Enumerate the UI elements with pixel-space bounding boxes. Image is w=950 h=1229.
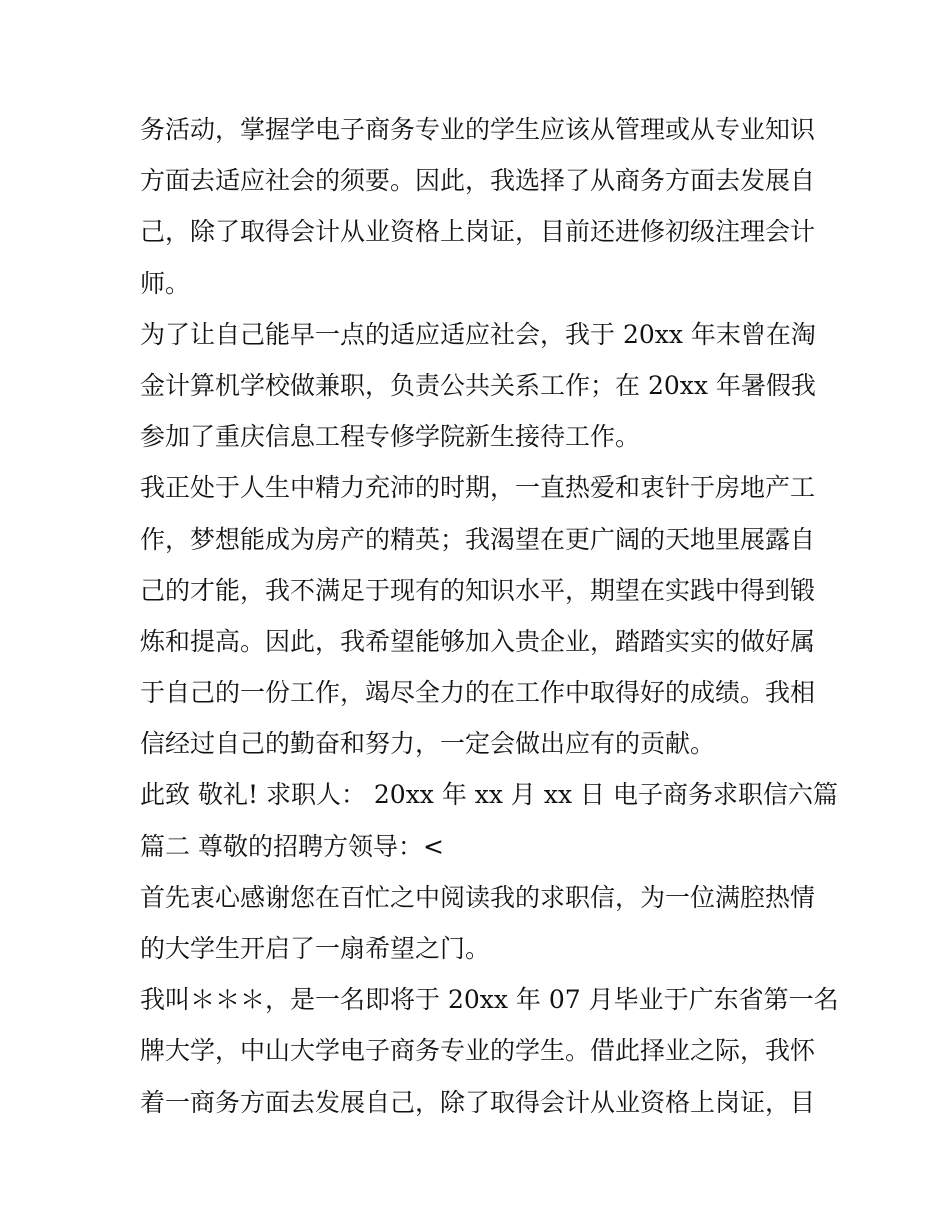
text-line: 为了让自己能早一点的适应适应社会，我于 20xx 年末曾在淘 — [140, 319, 816, 349]
body-text — [140, 104, 839, 1128]
text-line: 我叫＊＊＊，是一名即将于 20xx 年 07 月毕业于广东省第一名 — [140, 985, 839, 1015]
text-line: 金计算机学校做兼职，负责公共关系工作；在 20xx 年暑假我 — [140, 370, 816, 400]
text-line: 参加了重庆信息工程专修学院新生接待工作。 — [140, 422, 641, 452]
text-line: 师。 — [140, 268, 191, 298]
closing-line: 此致 敬礼! 求职人： 20xx 年 xx 月 xx 日 电子商务求职信六篇 — [140, 780, 838, 810]
text-line: 信经过自己的勤奋和努力，一定会做出应有的贡献。 — [140, 729, 716, 759]
text-line: 务活动，掌握学电子商务专业的学生应该从管理或从专业知识 — [140, 115, 816, 144]
text-line: 牌大学，中山大学电子商务专业的学生。借此择业之际，我怀 — [140, 1036, 816, 1066]
text-line: 着一商务方面去发展自己，除了取得会计从业资格上岗证，目 — [140, 1087, 816, 1117]
text-line: 方面去适应社会的须要。因此，我选择了从商务方面去发展自 — [140, 166, 816, 196]
text-line: 首先衷心感谢您在百忙之中阅读我的求职信，为一位满腔热情 — [140, 882, 816, 912]
text-line: 的大学生开启了一扇希望之门。 — [140, 934, 491, 963]
salutation-line: 篇二 尊敬的招聘方领导：< — [140, 831, 444, 861]
text-line: 我正处于人生中精力充沛的时期，一直热爱和衷针于房地产工 — [140, 473, 816, 503]
text-line: 作，梦想能成为房产的精英；我渴望在更广阔的天地里展露自 — [140, 524, 816, 554]
text-line: 己的才能，我不满足于现有的知识水平，期望在实践中得到锻 — [140, 575, 816, 605]
text-line: 己，除了取得会计从业资格上岗证，目前还进修初级注理会计 — [140, 217, 816, 247]
text-line: 炼和提高。因此，我希望能够加入贵企业，踏踏实实的做好属 — [140, 626, 816, 656]
text-line: 于自己的一份工作，竭尽全力的在工作中取得好的成绩。我相 — [140, 678, 816, 708]
